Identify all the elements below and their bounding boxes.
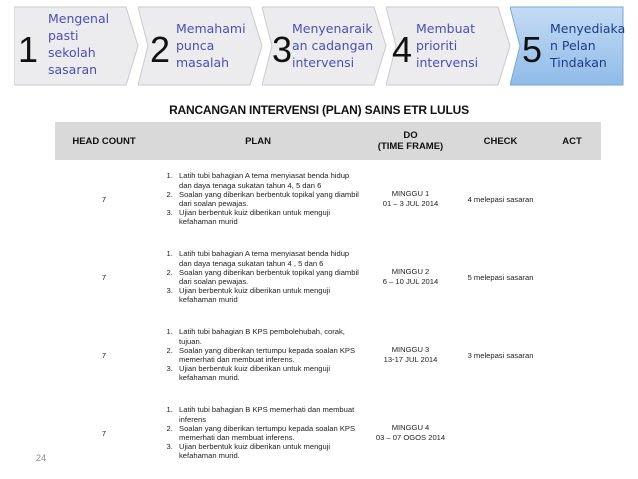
- plan-item: 2. Soalan yang diberikan tertumpu kepada soalan KPS memerhati dan membuat inferens.: [175, 424, 363, 442]
- plan-item: 2. Soalan yang diberikan berbentuk topikal yang diambil dari soalan pewajas.: [175, 190, 363, 208]
- step-2-number: 2: [150, 29, 171, 70]
- step-3-label: Menyenaraik an cadangan intervensi: [292, 21, 374, 70]
- head-count-cell: 7: [101, 350, 107, 360]
- plan-item: 3. Ujian berbentuk kuiz diberikan untuk menguji kefahaman murid: [175, 286, 363, 304]
- header-head-count: HEAD COUNT: [55, 122, 153, 160]
- plan-list: [153, 405, 363, 460]
- step-5-label: Menyediaka n Pelan Tindakan: [550, 21, 626, 70]
- do-dates: 01 – 3 JUL 2014: [382, 199, 439, 208]
- header-do-line1: DO: [403, 130, 418, 141]
- intervention-plan-table: [55, 122, 601, 472]
- plan-item: 1. Latih tubi bahagian B KPS pembolehubah, corak, tujuan.: [175, 327, 363, 345]
- step-2: [138, 6, 264, 86]
- page-number: 24: [36, 453, 47, 463]
- plan-cell: [153, 238, 363, 316]
- do-week: MINGGU 3: [391, 345, 430, 354]
- check-cell: 4 melepasi sasaran: [467, 194, 534, 204]
- process-steps: [14, 6, 624, 88]
- step-3: [262, 6, 388, 86]
- plan-item: 3. Ujian berbentuk kuiz diberikan untuk menguji kefahaman murid: [175, 208, 363, 226]
- do-week: MINGGU 2: [391, 267, 430, 276]
- step-5-number: 5: [522, 29, 543, 70]
- plan-item: 1. Latih tubi bahagian B KPS memerhati dan membuat inferens: [175, 405, 363, 423]
- header-do-line2: (TIME FRAME): [377, 141, 444, 152]
- table-row: [55, 160, 601, 238]
- plan-item: 1. Latih tubi bahagian A tema menyiasat benda hidup dan daya tenaga sukatan tahun 4, 5 dan 6: [175, 171, 363, 189]
- act-cell: [543, 394, 601, 472]
- step-1-label: Mengenal pasti sekolah sasaran: [48, 11, 110, 77]
- header-plan: PLAN: [153, 122, 363, 160]
- do-cell: [363, 394, 458, 472]
- header-act: ACT: [543, 122, 601, 160]
- table-row: [55, 238, 601, 316]
- check-cell: 5 melepasi sasaran: [467, 272, 534, 282]
- step-3-number: 3: [272, 29, 293, 70]
- head-count-cell: 7: [101, 428, 107, 438]
- plan-list: [153, 249, 363, 304]
- head-count-cell: 7: [101, 194, 107, 204]
- plan-list: [153, 327, 363, 382]
- table-row: [55, 316, 601, 394]
- step-1: [14, 6, 140, 86]
- do-cell: [363, 238, 458, 316]
- plan-item: 1. Latih tubi bahagian A tema menyiasat benda hidup dan daya tenaga sukatan tahun 4 , 5 dan 6: [175, 249, 363, 267]
- plan-item: 2. Soalan yang diberikan berbentuk topikal yang diambil dari soalan pewajas.: [175, 268, 363, 286]
- table-row: [55, 394, 601, 472]
- head-count-cell: 7: [101, 272, 107, 282]
- plan-cell: [153, 316, 363, 394]
- step-2-label: Memahami punca masalah: [176, 21, 246, 70]
- plan-list: [153, 171, 363, 226]
- plan-item: 3. Ujian berbentuk kuiz diberikan untuk menguji kefahaman murid.: [175, 442, 363, 460]
- do-dates: 03 – 07 OGOS 2014: [375, 433, 446, 442]
- do-dates: 13-17 JUL 2014: [383, 355, 438, 364]
- header-check: CHECK: [458, 122, 543, 160]
- page-title: RANCANGAN INTERVENSI (PLAN) SAINS ETR LULUS: [169, 103, 469, 117]
- plan-cell: [153, 160, 363, 238]
- do-week: MINGGU 4: [391, 423, 430, 432]
- plan-item: 2. Soalan yang diberikan tertumpu kepada soalan KPS memerhati dan membuat inferens.: [175, 346, 363, 364]
- do-dates: 6 – 10 JUL 2014: [382, 277, 439, 286]
- table-header-row: [55, 122, 601, 160]
- plan-item: 3. Ujian berbentuk kuiz diberikan untuk menguji kefahaman murid.: [175, 364, 363, 382]
- act-cell: [543, 238, 601, 316]
- plan-cell: [153, 394, 363, 472]
- step-5-active: [510, 6, 624, 86]
- do-cell: [363, 160, 458, 238]
- check-cell: 3 melepasi sasaran: [467, 350, 534, 360]
- do-week: MINGGU 1: [391, 189, 430, 198]
- step-1-number: 1: [18, 29, 39, 70]
- step-4-label: Membuat prioriti intervensi: [416, 21, 479, 70]
- step-4-number: 4: [392, 29, 413, 70]
- check-cell: [458, 394, 543, 472]
- do-cell: [363, 316, 458, 394]
- act-cell: [543, 316, 601, 394]
- header-do: [363, 122, 458, 160]
- act-cell: [543, 160, 601, 238]
- step-4: [386, 6, 512, 86]
